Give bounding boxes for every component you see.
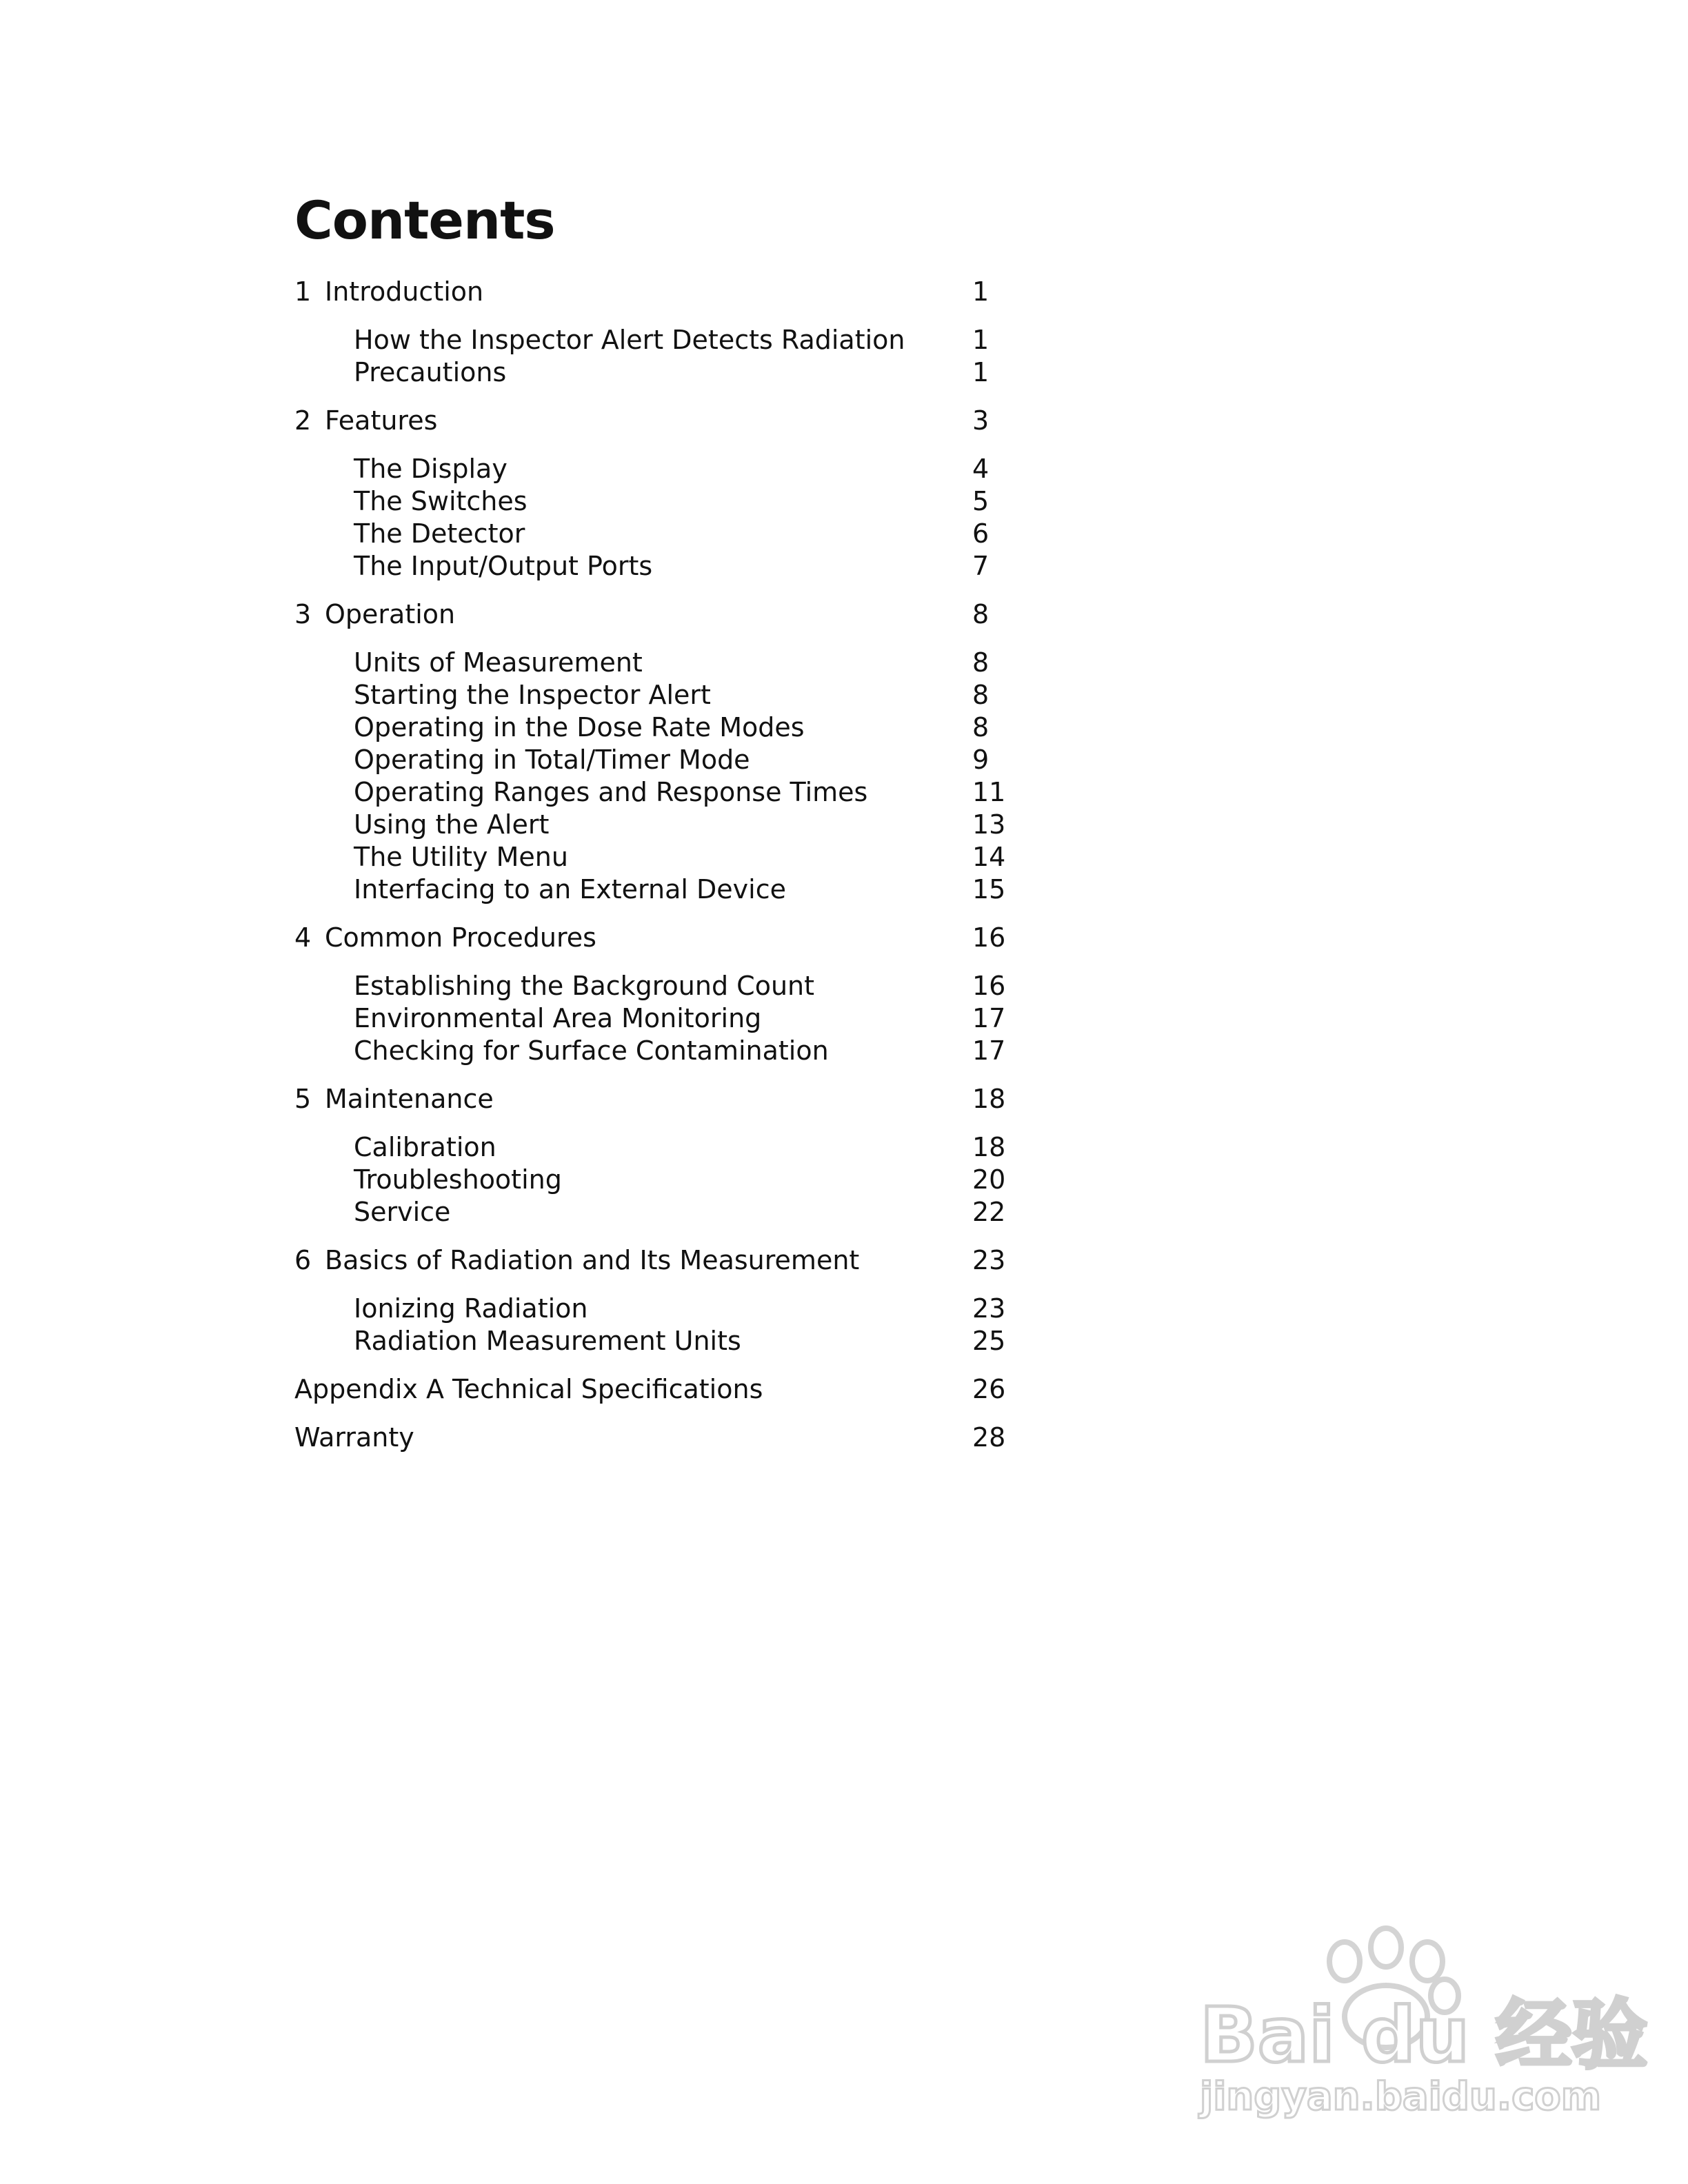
- page-number: 8: [972, 680, 989, 710]
- toc-subentry[interactable]: [294, 356, 1018, 389]
- toc-entry[interactable]: [294, 1373, 1018, 1406]
- toc-subentry[interactable]: [294, 744, 1018, 776]
- toc-subentry[interactable]: [294, 324, 1018, 356]
- page-number: 1: [972, 276, 989, 307]
- chapter-number: 5: [294, 1084, 312, 1114]
- toc-subentry[interactable]: [294, 1196, 1018, 1228]
- page-number: 17: [972, 1003, 1006, 1033]
- page-number: 16: [972, 922, 1006, 953]
- page-number: 3: [972, 405, 989, 436]
- page-number: 13: [972, 809, 1006, 840]
- toc-subentry[interactable]: [294, 873, 1018, 906]
- page-number: 1: [972, 325, 989, 355]
- toc-subentry[interactable]: [294, 711, 1018, 744]
- toc-subentry[interactable]: [294, 1164, 1018, 1196]
- section-title: Environmental Area Monitoring: [354, 1003, 762, 1033]
- toc-subentry[interactable]: [294, 970, 1018, 1002]
- watermark-brand: Bai du 经验: [1200, 1991, 1648, 2079]
- toc-subentry[interactable]: [294, 1325, 1018, 1357]
- section-title: How the Inspector Alert Detects Radiation: [354, 325, 905, 355]
- back-matter-title: Warranty: [294, 1422, 414, 1453]
- chapter-title: Introduction: [325, 276, 484, 307]
- page-number: 28: [972, 1422, 1006, 1453]
- section-title: Units of Measurement: [354, 647, 643, 678]
- section-title: Establishing the Background Count: [354, 971, 815, 1001]
- section-title: The Switches: [354, 486, 528, 516]
- toc-subentry[interactable]: [294, 647, 1018, 679]
- page-number: 20: [972, 1164, 1006, 1195]
- chapter-title: Common Procedures: [325, 922, 596, 953]
- chapter-number: 4: [294, 922, 312, 953]
- chapter-title: Basics of Radiation and Its Measurement: [325, 1245, 860, 1275]
- page-number: 22: [972, 1197, 1006, 1227]
- page-number: 8: [972, 647, 989, 678]
- section-title: Starting the Inspector Alert: [354, 680, 711, 710]
- back-matter-title: Appendix A Technical Specifications: [294, 1374, 763, 1404]
- table-of-contents: [294, 276, 1018, 1454]
- section-title: Precautions: [354, 357, 507, 387]
- watermark-url: jingyan.baidu.com: [1200, 2074, 1602, 2119]
- page-number: 1: [972, 357, 989, 387]
- page-number: 8: [972, 599, 989, 629]
- toc-subentry[interactable]: [294, 518, 1018, 550]
- toc-subentry[interactable]: [294, 809, 1018, 841]
- page-number: 6: [972, 518, 989, 549]
- section-title: Operating Ranges and Response Times: [354, 777, 868, 807]
- section-title: Checking for Surface Contamination: [354, 1035, 829, 1066]
- page-number: 25: [972, 1326, 1006, 1356]
- toc-entry[interactable]: [294, 276, 1018, 308]
- page-number: 14: [972, 842, 1006, 872]
- section-title: Interfacing to an External Device: [354, 874, 786, 904]
- chapter-number: 6: [294, 1245, 312, 1275]
- chapter-title: Operation: [325, 599, 456, 629]
- toc-entry[interactable]: [294, 1083, 1018, 1115]
- section-title: Operating in the Dose Rate Modes: [354, 712, 805, 742]
- toc-subentry[interactable]: [294, 453, 1018, 485]
- baidu-watermark: [1179, 1913, 1648, 2120]
- page-number: 15: [972, 874, 1006, 904]
- toc-entry[interactable]: [294, 598, 1018, 631]
- page-title: Contents: [294, 190, 555, 251]
- toc-subentry[interactable]: [294, 776, 1018, 809]
- toc-subentry[interactable]: [294, 1002, 1018, 1035]
- section-title: The Detector: [354, 518, 525, 549]
- section-title: Troubleshooting: [354, 1164, 562, 1195]
- chapter-number: 3: [294, 599, 312, 629]
- page-number: 4: [972, 454, 989, 484]
- page-number: 23: [972, 1293, 1006, 1324]
- page-number: 7: [972, 551, 989, 581]
- section-title: Calibration: [354, 1132, 496, 1162]
- toc-subentry[interactable]: [294, 550, 1018, 583]
- page-number: 18: [972, 1084, 1006, 1114]
- page-number: 16: [972, 971, 1006, 1001]
- section-title: Using the Alert: [354, 809, 550, 840]
- page-number: 26: [972, 1374, 1006, 1404]
- baidu-paw-icon: [1179, 1913, 1648, 2120]
- toc-entry[interactable]: [294, 405, 1018, 437]
- page-number: 18: [972, 1132, 1006, 1162]
- section-title: Service: [354, 1197, 451, 1227]
- section-title: The Input/Output Ports: [354, 551, 653, 581]
- chapter-number: 1: [294, 276, 312, 307]
- toc-subentry[interactable]: [294, 1131, 1018, 1164]
- toc-subentry[interactable]: [294, 841, 1018, 873]
- page-number: 17: [972, 1035, 1006, 1066]
- chapter-number: 2: [294, 405, 312, 436]
- chapter-title: Maintenance: [325, 1084, 494, 1114]
- toc-subentry[interactable]: [294, 1035, 1018, 1067]
- toc-entry[interactable]: [294, 1422, 1018, 1454]
- toc-entry[interactable]: [294, 922, 1018, 954]
- page-number: 11: [972, 777, 1006, 807]
- toc-subentry[interactable]: [294, 485, 1018, 518]
- toc-entry[interactable]: [294, 1244, 1018, 1277]
- page-number: 8: [972, 712, 989, 742]
- section-title: Operating in Total/Timer Mode: [354, 745, 750, 775]
- page-number: 5: [972, 486, 989, 516]
- section-title: The Utility Menu: [354, 842, 568, 872]
- section-title: Ionizing Radiation: [354, 1293, 588, 1324]
- chapter-title: Features: [325, 405, 438, 436]
- page-number: 9: [972, 745, 989, 775]
- toc-subentry[interactable]: [294, 679, 1018, 711]
- page-number: 23: [972, 1245, 1006, 1275]
- section-title: Radiation Measurement Units: [354, 1326, 741, 1356]
- toc-subentry[interactable]: [294, 1293, 1018, 1325]
- section-title: The Display: [354, 454, 508, 484]
